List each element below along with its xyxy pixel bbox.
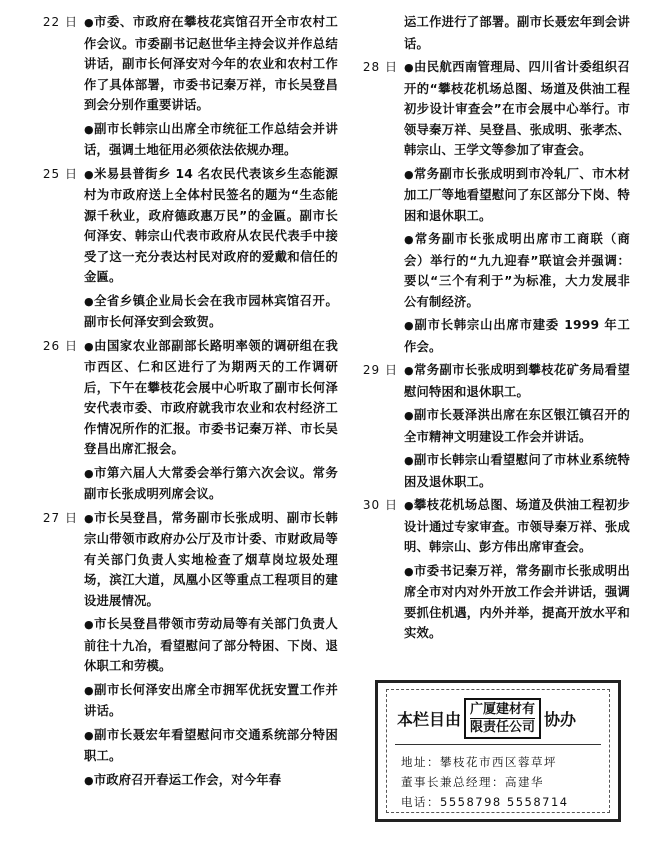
day-entry	[340, 12, 630, 57]
sponsor-title	[397, 698, 576, 739]
news-item: 运工作进行了部署。副市长聂宏年到会讲话。	[404, 15, 630, 51]
day-entry	[340, 57, 630, 360]
day-entry	[20, 12, 338, 164]
entry-date: 28 日	[362, 60, 398, 74]
sponsor-divider	[395, 744, 601, 745]
sponsor-ad-box	[375, 680, 621, 822]
entry-items	[84, 508, 338, 795]
news-item: ● 副市长韩宗山出席全市统征工作总结会并讲话，强调土地征用必须依法依规办理。	[84, 119, 338, 161]
news-item: ● 副市长韩宗山出席市建委 1999 年工作会。	[404, 315, 630, 357]
sponsor-manager: 董事长兼总经理：高建华	[401, 775, 544, 789]
sponsor-address: 地址：攀枝花市西区蓉草坪	[401, 755, 557, 769]
sponsor-company-box	[464, 698, 541, 739]
entry-date	[340, 12, 404, 57]
right-column	[340, 12, 630, 647]
news-item: ● 由民航西南管理局、四川省计委组织召开的“攀枝花机场总图、场道及供油工程初步设计审查会”在市会展中心举行。市领导秦万祥、吴登昌、张成明、张孝杰、韩宗山、王学文等参加了审查会。	[404, 57, 630, 161]
entry-items	[84, 336, 338, 508]
left-column	[20, 12, 338, 794]
entry-items	[404, 12, 630, 57]
news-item: ● 市长吴登昌带领市劳动局等有关部门负责人前往十九冶，看望慰问了部分特困、下岗、退休职工和劳模。	[84, 614, 338, 677]
news-item: ● 副市长聂宏年看望慰问市交通系统部分特困职工。	[84, 725, 338, 767]
entry-items	[404, 57, 630, 360]
news-item: ● 市第六届人大常委会举行第六次会议。常务副市长张成明列席会议。	[84, 463, 338, 505]
entry-date: 30 日	[362, 498, 398, 512]
news-item: ● 常务副市长张成明出席市工商联（商会）举行的“九九迎春”联谊会并强调：要以“三个有利于”为标准，大力发展非公有制经济。	[404, 229, 630, 312]
news-item: ● 市长吴登昌，常务副市长张成明、副市长韩宗山带领市政府办公厅及市计委、市财政局等有关部门负责人实地检查了烟草岗垃圾处理场，滨江大道，凤凰小区等重点工程项目的建设进展情况。	[84, 508, 338, 612]
day-entry	[20, 336, 338, 508]
entry-items	[404, 495, 630, 647]
entry-date: 27 日	[42, 510, 78, 525]
news-item: ● 副市长韩宗山看望慰问了市林业系统特困及退休职工。	[404, 450, 630, 492]
news-item: ● 市政府召开春运工作会，对今年春	[84, 770, 338, 792]
sponsor-contact	[401, 752, 569, 812]
entry-date: 29 日	[362, 363, 398, 377]
news-item: ● 市委书记秦万祥，常务副市长张成明出席全市对内对外开放工作会并讲话，强调要抓住机遇，内外并举，提高开放水平和实效。	[404, 561, 630, 644]
sponsor-company-line2: 限责任公司	[470, 720, 536, 735]
sponsor-company-line1: 广厦建材有	[470, 702, 536, 717]
news-item: ● 由国家农业部副部长路明率领的调研组在我市西区、仁和区进行了为期两天的工作调研后，下午在攀枝花会展中心听取了副市长何泽安代表市委、市政府就我市农业和农村经济工作情况所作的汇报。市委书记秦万祥、市长吴登昌出席汇报会。	[84, 336, 338, 460]
news-item: ● 米易县普街乡 14 名农民代表该乡生态能源村为市政府送上全体村民签名的题为“生态能源千秋业，政府德政惠万民”的金匾。副市长何泽安、韩宗山代表市政府从农民代表手中接受了这一充分表达村民对政府的爱戴和信任的金匾。	[84, 164, 338, 288]
entry-items	[84, 12, 338, 164]
sponsor-title-left: 本栏目由	[397, 710, 462, 729]
news-item: ● 副市长何泽安出席全市拥军优抚安置工作并讲话。	[84, 680, 338, 722]
entry-items	[404, 360, 630, 495]
entry-date: 25 日	[42, 166, 78, 181]
news-item: ● 攀枝花机场总图、场道及供油工程初步设计通过专家审查。市领导秦万祥、张成明、韩宗山、彭方伟出席审查会。	[404, 495, 630, 558]
day-entry	[20, 508, 338, 795]
day-entry	[20, 164, 338, 336]
sponsor-phone: 电话：5558798 5558714	[401, 795, 569, 809]
news-item: ● 副市长聂泽洪出席在东区银江镇召开的全市精神文明建设工作会并讲话。	[404, 405, 630, 447]
sponsor-title-right: 协办	[544, 710, 577, 729]
entry-date: 26 日	[42, 338, 78, 353]
news-item: ● 常务副市长张成明到市冷轧厂、市木材加工厂等地看望慰问了东区部分下岗、特困和退休职工。	[404, 164, 630, 227]
news-item: ● 全省乡镇企业局长会在我市园林宾馆召开。副市长何泽安到会致贺。	[84, 291, 338, 333]
day-entry	[340, 495, 630, 647]
entry-items	[84, 164, 338, 336]
news-item: ● 市委、市政府在攀枝花宾馆召开全市农村工作会议。市委副书记赵世华主持会议并作总结讲话，副市长何泽安对今年的农业和农村工作作了具体部署，市委书记秦万祥，市长吴登昌到会分别作重要讲话。	[84, 12, 338, 116]
entry-date: 22 日	[42, 15, 78, 29]
sponsor-ad-inner	[386, 689, 610, 813]
day-entry	[340, 360, 630, 495]
news-item: ● 常务副市长张成明到攀枝花矿务局看望慰问特困和退休职工。	[404, 360, 630, 402]
